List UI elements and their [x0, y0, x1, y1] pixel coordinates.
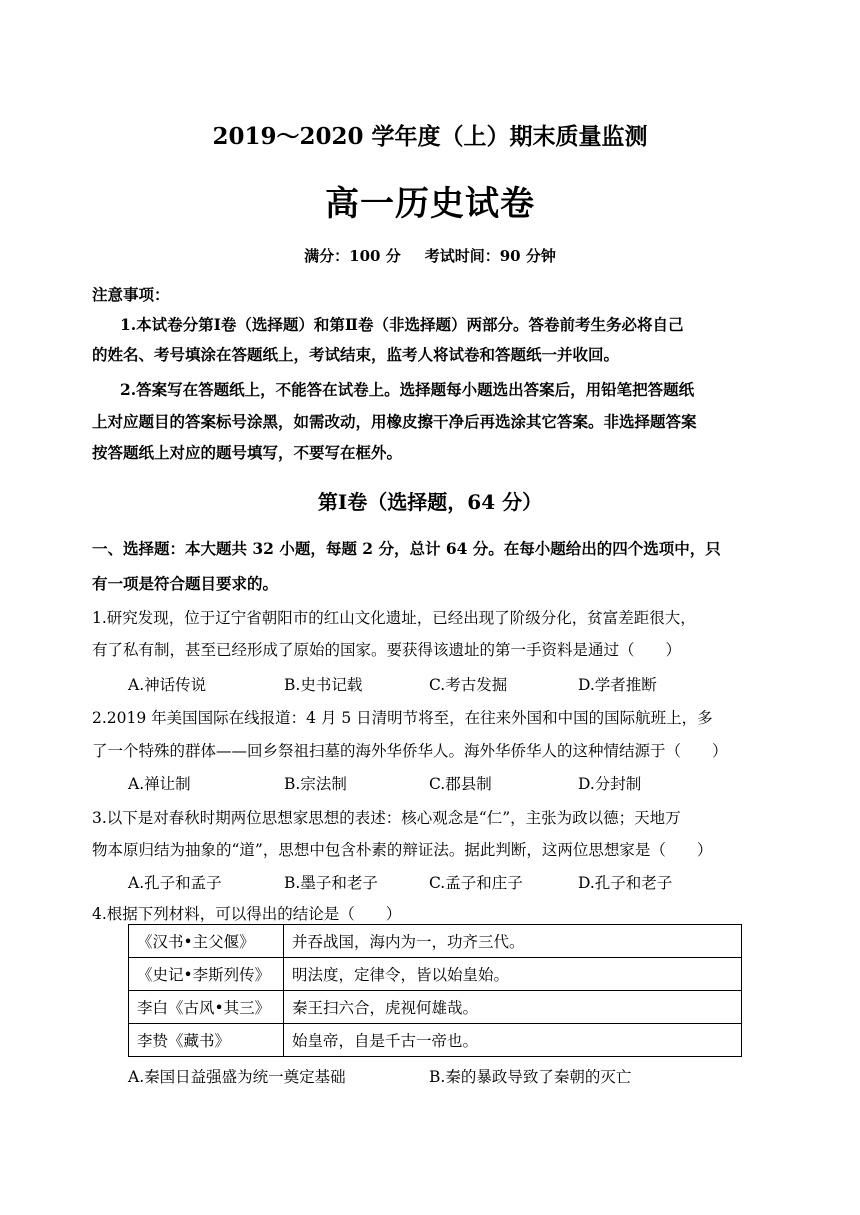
full-score: 满分：100 分	[304, 247, 401, 265]
table-cell-quote: 秦王扫六合，虎视何雄哉。	[284, 991, 742, 1024]
notice-item2-line3: 按答题纸上对应的题号填写，不要写在框外。	[92, 443, 403, 462]
source-table	[128, 924, 742, 1057]
question-3-line1: 3.以下是对春秋时期两位思想家思想的表述：核心观念是“仁”，主张为政以德；天地万	[92, 809, 681, 827]
notice-item1-line2: 的姓名、考号填涂在答题纸上，考试结束，监考人将试卷和答题纸一并收回。	[92, 345, 620, 364]
question-1-option-a: A.神话传说	[128, 676, 207, 694]
table-cell-source: 《汉书•主父偃》	[129, 925, 284, 958]
exam-meta	[0, 245, 860, 266]
table-row	[129, 958, 742, 991]
notice-item2-line1: 2.答案写在答题纸上，不能答在试卷上。选择题每小题选出答案后，用铅笔把答题纸	[120, 380, 695, 399]
question-2-option-a: A.禅让制	[128, 775, 191, 793]
question-3-line2: 物本原归结为抽象的“道”，思想中包含朴素的辩证法。据此判断，这两位思想家是（ ）	[92, 841, 713, 859]
table-row	[129, 991, 742, 1024]
question-1-option-c: C.考古发掘	[429, 676, 508, 694]
question-1-option-d: D.学者推断	[578, 676, 657, 694]
table-row	[129, 925, 742, 958]
table-cell-quote: 并吞战国，海内为一，功齐三代。	[284, 925, 742, 958]
subject-title: 高一历史试卷	[325, 184, 535, 224]
part1-instruction-line2: 有一项是符合题目要求的。	[92, 574, 279, 593]
question-2-line2: 了一个特殊的群体——回乡祭祖扫墓的海外华侨华人。海外华侨华人的这种情结源于（ ）	[92, 742, 728, 760]
question-1-option-b: B.史书记载	[284, 676, 363, 694]
exam-title: 2019～2020 学年度（上）期末质量监测	[212, 123, 648, 150]
table-cell-source: 李白《古风•其三》	[129, 991, 284, 1024]
table-cell-source: 《史记•李斯列传》	[129, 958, 284, 991]
exam-time: 考试时间：90 分钟	[424, 247, 556, 265]
table-row	[129, 1024, 742, 1057]
table-cell-quote: 始皇帝，自是千古一帝也。	[284, 1024, 742, 1057]
question-1-line1: 1.研究发现，位于辽宁省朝阳市的红山文化遗址，已经出现了阶级分化，贫富差距很大，	[92, 609, 696, 627]
question-3-option-c: C.孟子和庄子	[429, 874, 523, 892]
question-4-option-a: A.秦国日益强盛为统一奠定基础	[128, 1068, 346, 1086]
question-2-option-d: D.分封制	[578, 775, 642, 793]
question-1-line2: 有了私有制，甚至已经形成了原始的国家。要获得该遗址的第一手资料是通过（ ）	[92, 641, 682, 659]
question-4-option-b: B.秦的暴政导致了秦朝的灭亡	[429, 1068, 632, 1086]
question-3-option-b: B.墨子和老子	[284, 874, 378, 892]
part1-instruction-line1: 一、选择题：本大题共 32 小题，每题 2 分，总计 64 分。在每小题给出的四个选项中，只	[92, 539, 721, 558]
part1-heading: 第Ⅰ卷（选择题，64 分）	[317, 490, 543, 514]
notice-heading: 注意事项：	[92, 285, 170, 304]
question-4-line1: 4.根据下列材料，可以得出的结论是（ ）	[92, 905, 402, 923]
table-cell-quote: 明法度，定律令，皆以始皇始。	[284, 958, 742, 991]
question-2-line1: 2.2019 年美国国际在线报道：4 月 5 日清明节将至，在往来外国和中国的国际航班上，多	[92, 709, 713, 727]
question-2-option-b: B.宗法制	[284, 775, 347, 793]
question-3-option-a: A.孔子和孟子	[128, 874, 222, 892]
question-2-option-c: C.郡县制	[429, 775, 492, 793]
question-3-option-d: D.孔子和老子	[578, 874, 673, 892]
notice-item2-line2: 上对应题目的答案标号涂黑，如需改动，用橡皮擦干净后再选涂其它答案。非选择题答案	[92, 412, 697, 431]
table-cell-source: 李贽《藏书》	[129, 1024, 284, 1057]
notice-item1-line1: 1.本试卷分第Ⅰ卷（选择题）和第Ⅱ卷（非选择题）两部分。答卷前考生务必将自己	[120, 315, 684, 334]
